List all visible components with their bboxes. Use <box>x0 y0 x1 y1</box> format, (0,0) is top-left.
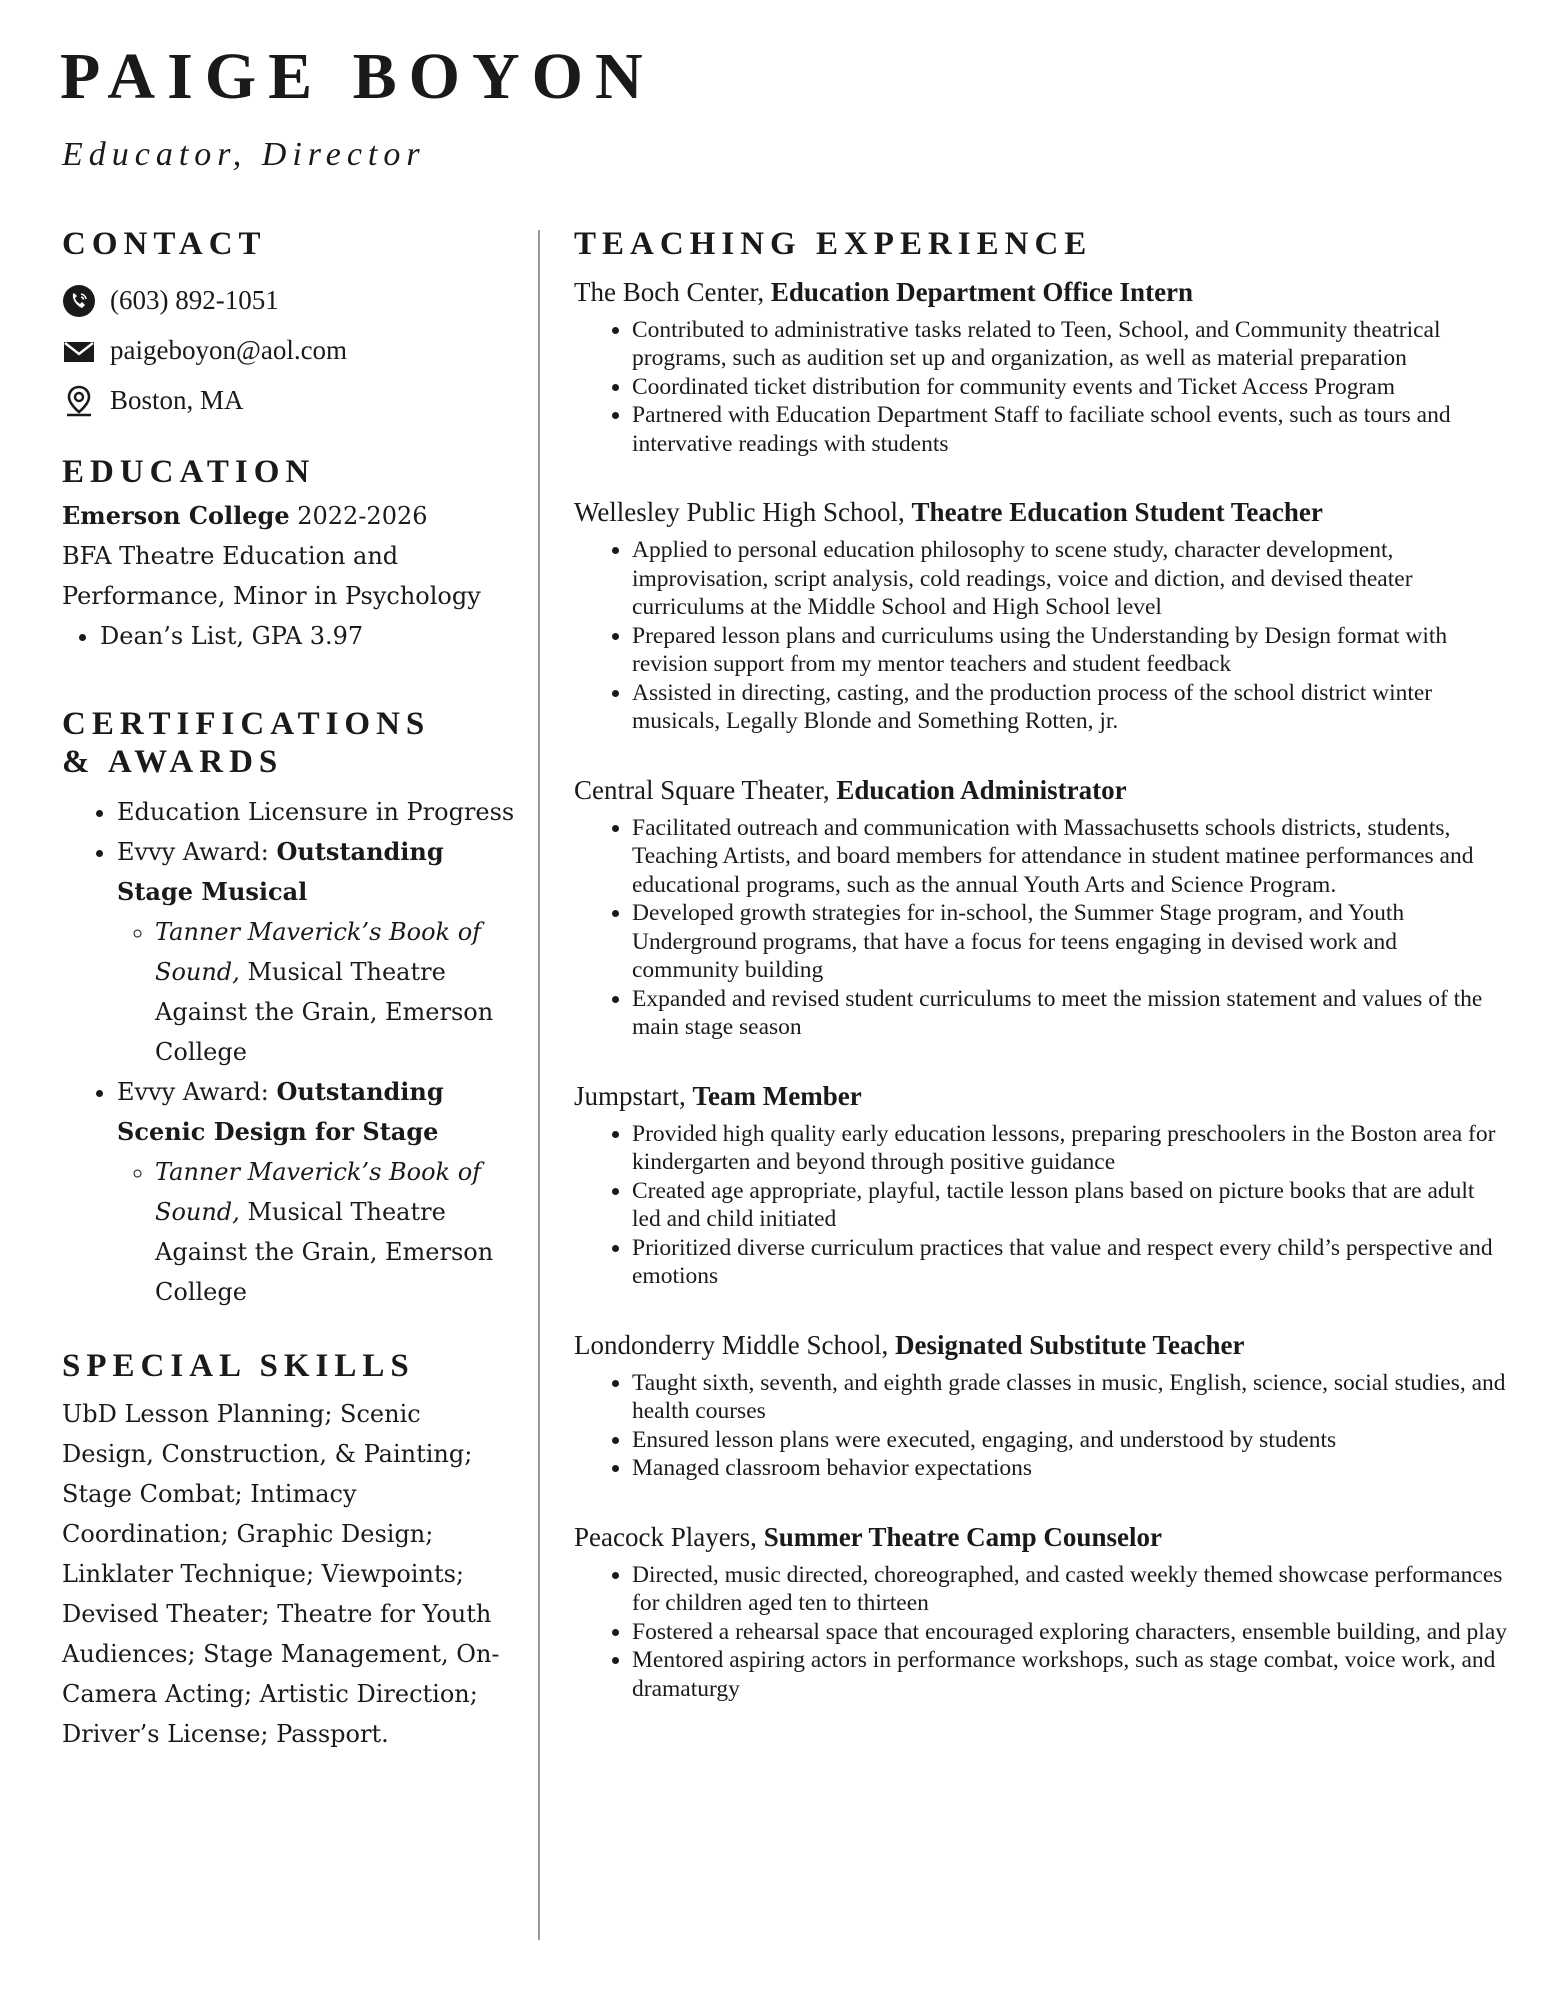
award-1-work: Tanner Maverick’s Book of Sound, <box>155 917 482 986</box>
phone-text[interactable]: (603) 892-1051 <box>110 285 279 316</box>
award-2-name: Outstanding Scenic Design for Stage <box>117 1076 444 1146</box>
job-entry <box>574 1327 1509 1483</box>
location-pin-icon <box>62 384 96 418</box>
award-2-prefix: Evvy Award: <box>117 1077 277 1106</box>
job-bullet: • Developed growth strategies for in-school, the Summer Stage program, and Youth Underground programs, that have a focus for teens engaging in devised work and community building <box>632 899 1509 985</box>
job-bullet: • Coordinated ticket distribution for community events and Ticket Access Program <box>632 373 1509 402</box>
skills-text: UbD Lesson Planning; Scenic Design, Construction, & Painting; Stage Combat; Intimacy Coordination; Graphic Design; Linklater Technique; Viewpoints; Devised Theater; Theatre for Youth Audiences; Stage Management, On-Camera Acting; Artistic Direction; Driver’s License; Passport. <box>62 1399 500 1748</box>
job-heading <box>574 274 1509 310</box>
certifications-list <box>62 792 517 1312</box>
job-bullet: • Mentored aspiring actors in performance workshops, such as stage combat, voice work, and dramaturgy <box>632 1646 1509 1703</box>
job-organization: Jumpstart, <box>574 1080 693 1111</box>
right-column <box>574 226 1509 1703</box>
job-bullets <box>574 814 1509 1042</box>
contact-section <box>62 226 517 426</box>
candidate-name: PAIGE BOYON <box>60 40 655 113</box>
job-role: Designated Substitute Teacher <box>894 1329 1245 1360</box>
contact-location <box>62 376 517 426</box>
licensure-item: • Education Licensure in Progress <box>117 792 517 832</box>
award-1-name: Outstanding Stage Musical <box>117 836 444 906</box>
experience-title: TEACHING EXPERIENCE <box>574 226 1093 262</box>
award-1-detail-text: Musical Theatre Against the Grain, Emerson College <box>155 957 494 1066</box>
candidate-tagline: Educator, Director <box>62 136 426 173</box>
job-bullets <box>574 1561 1509 1704</box>
job-entry <box>574 1078 1509 1291</box>
job-role: Summer Theatre Camp Counselor <box>763 1521 1162 1552</box>
job-entry <box>574 274 1509 459</box>
contact-phone <box>62 276 517 326</box>
job-role: Team Member <box>692 1080 862 1111</box>
education-section <box>62 454 517 656</box>
honors-item: • Dean’s List, GPA 3.97 <box>100 616 517 656</box>
job-bullet: • Fostered a rehearsal space that encouraged exploring characters, ensemble building, and play <box>632 1618 1509 1647</box>
job-bullet: • Assisted in directing, casting, and the production process of the school district winter musicals, Legally Blonde and Something Rotten, jr. <box>632 679 1509 736</box>
job-organization: Wellesley Public High School, <box>574 497 912 528</box>
job-bullet: • Provided high quality early education lessons, preparing preschoolers in the Boston area for kindergarten and beyond through positive guidance <box>632 1120 1509 1177</box>
award-item-2 <box>117 1072 517 1312</box>
email-text[interactable]: paigeboyon@aol.com <box>110 335 348 366</box>
contact-email <box>62 326 517 376</box>
skills-section <box>62 1348 517 1754</box>
job-bullet: • Partnered with Education Department Staff to faciliate school events, such as tours and intervative readings with students <box>632 401 1509 458</box>
job-organization: Peacock Players, <box>574 1521 764 1552</box>
job-bullet: • Applied to personal education philosophy to scene study, character development, improvisation, script analysis, cold readings, voice and diction, and devised theater curriculums at the Middle School and High School level <box>632 536 1509 622</box>
award-1-prefix: Evvy Award: <box>117 837 277 866</box>
job-bullet: • Expanded and revised student curriculums to meet the mission statement and values of the main stage season <box>632 985 1509 1042</box>
column-divider <box>538 230 540 1940</box>
job-bullets <box>574 536 1509 736</box>
job-heading <box>574 1519 1509 1555</box>
skills-title: SPECIAL SKILLS <box>62 1347 415 1384</box>
job-organization: The Boch Center, <box>574 276 771 307</box>
job-entry <box>574 772 1509 1042</box>
school-name: Emerson College <box>62 500 290 530</box>
school-years: 2022-2026 <box>297 501 428 530</box>
job-role: Education Department Office Intern <box>770 276 1194 307</box>
job-bullet: • Taught sixth, seventh, and eighth grade classes in music, English, science, social studies, and health courses <box>632 1369 1509 1426</box>
degree-line-1: BFA Theatre Education and <box>62 541 399 570</box>
education-title: EDUCATION <box>62 453 316 490</box>
job-organization: Central Square Theater, <box>574 774 837 805</box>
experience-list <box>574 274 1509 1704</box>
job-role: Education Administrator <box>836 774 1127 805</box>
job-bullets <box>574 1369 1509 1483</box>
job-bullet: • Created age appropriate, playful, tactile lesson plans based on picture books that are adult led and child initiated <box>632 1177 1509 1234</box>
certifications-title-line-2: & AWARDS <box>62 743 284 780</box>
job-bullet: • Contributed to administrative tasks related to Teen, School, and Community theatrical programs, such as audition set up and organization, as well as material preparation <box>632 316 1509 373</box>
mail-icon <box>62 334 96 368</box>
award-2-detail <box>155 1152 517 1312</box>
job-bullets <box>574 316 1509 459</box>
job-bullet: • Facilitated outreach and communication with Massachusetts schools districts, students, Teaching Artists, and board members for attendance in student matinee performances and educational programs, such as the annual Youth Arts and Science Program. <box>632 814 1509 900</box>
award-2-detail-text: Musical Theatre Against the Grain, Emerson College <box>155 1197 494 1306</box>
job-bullets <box>574 1120 1509 1291</box>
job-bullet: • Directed, music directed, choreographed, and casted weekly themed showcase performances for children aged ten to thirteen <box>632 1561 1509 1618</box>
job-bullet: • Ensured lesson plans were executed, engaging, and understood by students <box>632 1426 1509 1455</box>
certifications-section <box>62 706 517 1312</box>
contact-title: CONTACT <box>62 226 267 262</box>
education-honors-list <box>62 616 517 656</box>
left-column <box>62 226 517 1754</box>
education-school-line <box>62 496 517 536</box>
job-bullet: • Prioritized diverse curriculum practices that value and respect every child’s perspective and emotions <box>632 1234 1509 1291</box>
degree-line-2: Performance, Minor in Psychology <box>62 581 481 610</box>
location-text: Boston, MA <box>110 385 244 416</box>
job-organization: Londonderry Middle School, <box>574 1329 895 1360</box>
phone-icon <box>62 284 96 318</box>
job-role: Theatre Education Student Teacher <box>911 497 1323 528</box>
job-entry <box>574 494 1509 736</box>
job-bullet: • Prepared lesson plans and curriculums using the Understanding by Design format with revision support from my mentor teachers and student feedback <box>632 622 1509 679</box>
award-1-sublist <box>117 912 517 1072</box>
award-2-work: Tanner Maverick’s Book of Sound, <box>155 1157 482 1226</box>
job-entry <box>574 1519 1509 1704</box>
award-1-detail <box>155 912 517 1072</box>
award-item-1 <box>117 832 517 1072</box>
job-heading <box>574 494 1509 530</box>
certifications-title-line-1: CERTIFICATIONS <box>62 705 431 742</box>
job-heading <box>574 772 1509 808</box>
award-2-sublist <box>117 1152 517 1312</box>
job-heading <box>574 1327 1509 1363</box>
job-heading <box>574 1078 1509 1114</box>
job-bullet: • Managed classroom behavior expectations <box>632 1454 1509 1483</box>
